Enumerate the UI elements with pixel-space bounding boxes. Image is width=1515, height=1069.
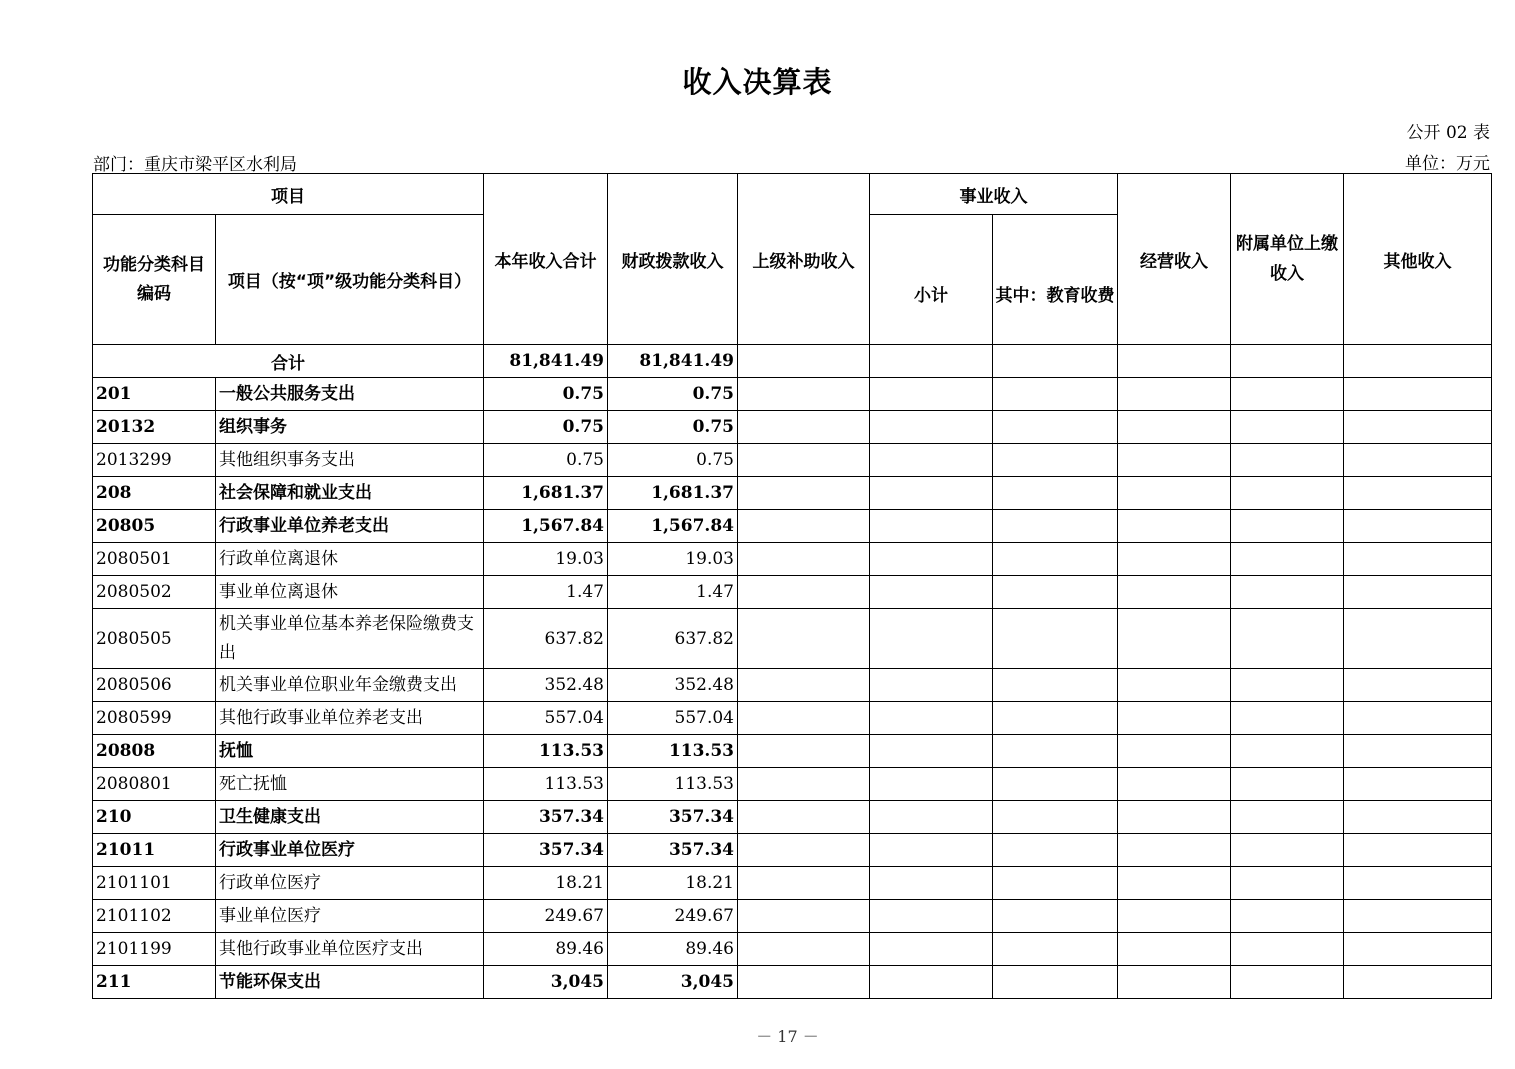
cell-empty xyxy=(1344,411,1492,444)
cell-empty xyxy=(1231,900,1344,933)
cell-empty xyxy=(870,378,993,411)
cell-empty xyxy=(993,768,1118,801)
cell-empty xyxy=(993,510,1118,543)
row-name: 其他行政事业单位医疗支出 xyxy=(216,933,484,966)
total-row xyxy=(93,345,1492,378)
row-code: 20805 xyxy=(93,510,216,543)
cell-empty xyxy=(870,933,993,966)
cell-empty xyxy=(1344,543,1492,576)
row-total-income: 0.75 xyxy=(484,444,608,477)
cell-empty xyxy=(1344,609,1492,669)
row-code: 21011 xyxy=(93,834,216,867)
cell-empty xyxy=(993,834,1118,867)
row-name: 卫生健康支出 xyxy=(216,801,484,834)
cell-empty xyxy=(1118,966,1231,999)
cell-empty xyxy=(1118,834,1231,867)
cell-empty xyxy=(1231,933,1344,966)
table-row xyxy=(93,543,1492,576)
row-total-income: 249.67 xyxy=(484,900,608,933)
cell-empty xyxy=(1231,411,1344,444)
table-body xyxy=(93,345,1492,999)
cell-empty xyxy=(993,576,1118,609)
row-fiscal: 113.53 xyxy=(608,735,738,768)
table-row xyxy=(93,801,1492,834)
row-fiscal: 249.67 xyxy=(608,900,738,933)
header-superior: 上级补助收入 xyxy=(738,174,870,345)
row-name: 行政事业单位医疗 xyxy=(216,834,484,867)
cell-empty xyxy=(1231,702,1344,735)
cell-empty xyxy=(1118,801,1231,834)
row-name: 社会保障和就业支出 xyxy=(216,477,484,510)
table-row xyxy=(93,477,1492,510)
row-total-income: 0.75 xyxy=(484,411,608,444)
cell-empty xyxy=(993,735,1118,768)
cell-empty xyxy=(993,345,1118,378)
cell-empty xyxy=(870,966,993,999)
row-fiscal: 0.75 xyxy=(608,378,738,411)
row-code: 2013299 xyxy=(93,444,216,477)
cell-empty xyxy=(870,510,993,543)
row-name: 机关事业单位基本养老保险缴费支出 xyxy=(216,609,484,669)
row-name: 事业单位离退休 xyxy=(216,576,484,609)
cell-empty xyxy=(1231,966,1344,999)
table-row xyxy=(93,411,1492,444)
table-row xyxy=(93,702,1492,735)
cell-empty xyxy=(1231,543,1344,576)
cell-empty xyxy=(1344,510,1492,543)
cell-empty xyxy=(1231,867,1344,900)
cell-empty xyxy=(1118,576,1231,609)
header-education: 其中：教育收费 xyxy=(993,215,1118,345)
cell-empty xyxy=(1344,933,1492,966)
row-fiscal: 357.34 xyxy=(608,834,738,867)
table-row xyxy=(93,867,1492,900)
row-code: 20808 xyxy=(93,735,216,768)
cell-empty xyxy=(870,768,993,801)
row-fiscal: 18.21 xyxy=(608,867,738,900)
cell-empty xyxy=(1118,411,1231,444)
cell-empty xyxy=(738,801,870,834)
row-code: 201 xyxy=(93,378,216,411)
row-code: 2080599 xyxy=(93,702,216,735)
cell-empty xyxy=(1231,609,1344,669)
row-name: 其他组织事务支出 xyxy=(216,444,484,477)
cell-empty xyxy=(1231,768,1344,801)
cell-empty xyxy=(1118,345,1231,378)
cell-empty xyxy=(1118,477,1231,510)
row-total-income: 0.75 xyxy=(484,378,608,411)
row-total-income: 3,045 xyxy=(484,966,608,999)
header-subtotal: 小计 xyxy=(870,215,993,345)
row-code: 2080506 xyxy=(93,669,216,702)
row-fiscal: 357.34 xyxy=(608,801,738,834)
row-total-income: 89.46 xyxy=(484,933,608,966)
cell-empty xyxy=(870,801,993,834)
cell-empty xyxy=(870,477,993,510)
cell-empty xyxy=(1231,510,1344,543)
cell-empty xyxy=(993,702,1118,735)
cell-empty xyxy=(738,768,870,801)
row-name: 行政事业单位养老支出 xyxy=(216,510,484,543)
header-operating: 经营收入 xyxy=(1118,174,1231,345)
row-code: 208 xyxy=(93,477,216,510)
row-fiscal: 1.47 xyxy=(608,576,738,609)
cell-empty xyxy=(738,669,870,702)
header-other: 其他收入 xyxy=(1344,174,1492,345)
cell-empty xyxy=(993,411,1118,444)
table-row xyxy=(93,378,1492,411)
row-name: 事业单位医疗 xyxy=(216,900,484,933)
row-total-income: 557.04 xyxy=(484,702,608,735)
table-row xyxy=(93,735,1492,768)
cell-empty xyxy=(1231,444,1344,477)
table-row xyxy=(93,768,1492,801)
cell-empty xyxy=(738,411,870,444)
row-total-income: 1,567.84 xyxy=(484,510,608,543)
header-business-group: 事业收入 xyxy=(870,174,1118,215)
cell-empty xyxy=(870,834,993,867)
row-code: 2080801 xyxy=(93,768,216,801)
cell-empty xyxy=(1118,609,1231,669)
cell-empty xyxy=(1344,345,1492,378)
cell-empty xyxy=(870,900,993,933)
cell-empty xyxy=(1118,543,1231,576)
header-project-group: 项目 xyxy=(93,174,484,215)
cell-empty xyxy=(1118,768,1231,801)
row-name: 行政单位离退休 xyxy=(216,543,484,576)
header-project-name: 项目（按“项”级功能分类科目） xyxy=(216,215,484,345)
cell-empty xyxy=(1344,378,1492,411)
cell-empty xyxy=(1344,900,1492,933)
row-name: 组织事务 xyxy=(216,411,484,444)
table-row xyxy=(93,510,1492,543)
table-row xyxy=(93,900,1492,933)
page-title: 收入决算表 xyxy=(682,65,833,99)
form-number: 公开 02 表 xyxy=(1406,123,1490,143)
row-name: 行政单位医疗 xyxy=(216,867,484,900)
cell-empty xyxy=(738,966,870,999)
row-fiscal: 19.03 xyxy=(608,543,738,576)
cell-empty xyxy=(1344,669,1492,702)
header-fiscal: 财政拨款收入 xyxy=(608,174,738,345)
cell-empty xyxy=(1344,834,1492,867)
cell-empty xyxy=(1344,444,1492,477)
row-fiscal: 557.04 xyxy=(608,702,738,735)
row-code: 2101102 xyxy=(93,900,216,933)
table-row xyxy=(93,576,1492,609)
row-fiscal: 113.53 xyxy=(608,768,738,801)
cell-empty xyxy=(738,444,870,477)
cell-empty xyxy=(738,834,870,867)
table-row xyxy=(93,669,1492,702)
cell-empty xyxy=(738,576,870,609)
row-total-income: 357.34 xyxy=(484,834,608,867)
cell-empty xyxy=(993,933,1118,966)
cell-empty xyxy=(870,702,993,735)
cell-empty xyxy=(1118,669,1231,702)
row-fiscal: 89.46 xyxy=(608,933,738,966)
cell-empty xyxy=(870,609,993,669)
department-label: 部门：重庆市梁平区水利局 xyxy=(93,155,297,175)
table-row xyxy=(93,933,1492,966)
unit-label: 单位：万元 xyxy=(1405,154,1490,174)
cell-empty xyxy=(870,411,993,444)
cell-empty xyxy=(870,444,993,477)
cell-empty xyxy=(1231,477,1344,510)
row-total-income: 19.03 xyxy=(484,543,608,576)
cell-empty xyxy=(993,609,1118,669)
row-code: 2080502 xyxy=(93,576,216,609)
cell-empty xyxy=(870,576,993,609)
total-income-value: 81,841.49 xyxy=(484,345,608,378)
row-total-income: 352.48 xyxy=(484,669,608,702)
header-func-code: 功能分类科目编码 xyxy=(93,215,216,345)
row-total-income: 1,681.37 xyxy=(484,477,608,510)
row-fiscal: 1,567.84 xyxy=(608,510,738,543)
cell-empty xyxy=(870,543,993,576)
cell-empty xyxy=(1118,444,1231,477)
cell-empty xyxy=(1344,735,1492,768)
cell-empty xyxy=(993,378,1118,411)
cell-empty xyxy=(993,477,1118,510)
cell-empty xyxy=(993,966,1118,999)
row-name: 机关事业单位职业年金缴费支出 xyxy=(216,669,484,702)
cell-empty xyxy=(993,900,1118,933)
table-row xyxy=(93,609,1492,669)
cell-empty xyxy=(1344,477,1492,510)
cell-empty xyxy=(1344,867,1492,900)
cell-empty xyxy=(1118,933,1231,966)
cell-empty xyxy=(1118,378,1231,411)
cell-empty xyxy=(993,444,1118,477)
cell-empty xyxy=(993,543,1118,576)
cell-empty xyxy=(870,345,993,378)
cell-empty xyxy=(1118,702,1231,735)
total-label: 合计 xyxy=(93,345,484,378)
row-fiscal: 3,045 xyxy=(608,966,738,999)
cell-empty xyxy=(738,702,870,735)
row-total-income: 18.21 xyxy=(484,867,608,900)
cell-empty xyxy=(870,735,993,768)
cell-empty xyxy=(738,378,870,411)
row-code: 20132 xyxy=(93,411,216,444)
cell-empty xyxy=(738,609,870,669)
row-code: 2080505 xyxy=(93,609,216,669)
row-fiscal: 0.75 xyxy=(608,411,738,444)
page-number: － 17 － xyxy=(756,1027,819,1046)
header-affiliated: 附属单位上缴收入 xyxy=(1231,174,1344,345)
total-fiscal-value: 81,841.49 xyxy=(608,345,738,378)
cell-empty xyxy=(1344,702,1492,735)
cell-empty xyxy=(993,867,1118,900)
cell-empty xyxy=(1118,900,1231,933)
row-total-income: 637.82 xyxy=(484,609,608,669)
cell-empty xyxy=(738,735,870,768)
row-total-income: 113.53 xyxy=(484,768,608,801)
row-code: 210 xyxy=(93,801,216,834)
row-total-income: 113.53 xyxy=(484,735,608,768)
row-code: 211 xyxy=(93,966,216,999)
cell-empty xyxy=(738,933,870,966)
cell-empty xyxy=(1344,768,1492,801)
row-fiscal: 637.82 xyxy=(608,609,738,669)
cell-empty xyxy=(1344,966,1492,999)
cell-empty xyxy=(1344,801,1492,834)
cell-empty xyxy=(738,543,870,576)
cell-empty xyxy=(738,867,870,900)
row-name: 其他行政事业单位养老支出 xyxy=(216,702,484,735)
cell-empty xyxy=(1231,834,1344,867)
row-code: 2080501 xyxy=(93,543,216,576)
cell-empty xyxy=(1231,576,1344,609)
cell-empty xyxy=(738,510,870,543)
cell-empty xyxy=(738,477,870,510)
cell-empty xyxy=(870,669,993,702)
table-row xyxy=(93,966,1492,999)
row-code: 2101199 xyxy=(93,933,216,966)
cell-empty xyxy=(1231,378,1344,411)
cell-empty xyxy=(1118,735,1231,768)
row-name: 一般公共服务支出 xyxy=(216,378,484,411)
cell-empty xyxy=(1344,576,1492,609)
income-table xyxy=(92,173,1492,999)
cell-empty xyxy=(993,801,1118,834)
row-name: 死亡抚恤 xyxy=(216,768,484,801)
cell-empty xyxy=(1118,867,1231,900)
cell-empty xyxy=(1231,801,1344,834)
row-total-income: 357.34 xyxy=(484,801,608,834)
header-total-income: 本年收入合计 xyxy=(484,174,608,345)
cell-empty xyxy=(738,345,870,378)
row-total-income: 1.47 xyxy=(484,576,608,609)
cell-empty xyxy=(1231,735,1344,768)
cell-empty xyxy=(738,900,870,933)
cell-empty xyxy=(1231,669,1344,702)
row-code: 2101101 xyxy=(93,867,216,900)
row-name: 抚恤 xyxy=(216,735,484,768)
row-fiscal: 0.75 xyxy=(608,444,738,477)
table-row xyxy=(93,834,1492,867)
cell-empty xyxy=(1118,510,1231,543)
row-name: 节能环保支出 xyxy=(216,966,484,999)
row-fiscal: 1,681.37 xyxy=(608,477,738,510)
cell-empty xyxy=(1231,345,1344,378)
table-row xyxy=(93,444,1492,477)
cell-empty xyxy=(993,669,1118,702)
cell-empty xyxy=(870,867,993,900)
row-fiscal: 352.48 xyxy=(608,669,738,702)
